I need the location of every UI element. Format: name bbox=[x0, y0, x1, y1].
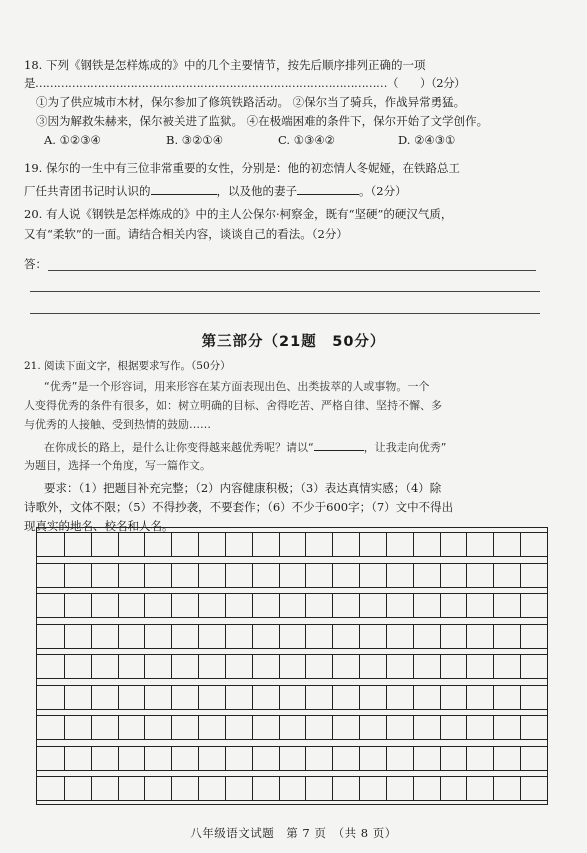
grid-cell[interactable] bbox=[144, 655, 145, 678]
grid-cell[interactable] bbox=[198, 747, 199, 770]
grid-cell[interactable] bbox=[359, 533, 360, 556]
grid-cell[interactable] bbox=[386, 594, 387, 617]
grid-cell[interactable] bbox=[91, 533, 92, 556]
grid-cell[interactable] bbox=[493, 594, 494, 617]
answer-line-2[interactable] bbox=[30, 291, 540, 292]
grid-cell[interactable] bbox=[91, 777, 92, 800]
grid-row bbox=[37, 624, 547, 649]
grid-cell[interactable] bbox=[520, 716, 521, 739]
grid-cell[interactable] bbox=[225, 747, 226, 770]
grid-cell[interactable] bbox=[440, 716, 441, 739]
grid-row bbox=[37, 593, 547, 618]
grid-cell[interactable] bbox=[225, 564, 226, 587]
grid-cell[interactable] bbox=[198, 594, 199, 617]
grid-cell[interactable] bbox=[118, 686, 119, 709]
grid-cell[interactable] bbox=[279, 594, 280, 617]
grid-cell[interactable] bbox=[252, 564, 253, 587]
grid-cell[interactable] bbox=[466, 686, 467, 709]
grid-cell[interactable] bbox=[171, 716, 172, 739]
grid-cell[interactable] bbox=[118, 747, 119, 770]
grid-cell[interactable] bbox=[466, 625, 467, 648]
grid-cell[interactable] bbox=[332, 533, 333, 556]
grid-cell[interactable] bbox=[225, 533, 226, 556]
answer-line-3[interactable] bbox=[30, 313, 540, 314]
grid-cell[interactable] bbox=[64, 655, 65, 678]
q18-item-2: ③因为解救朱赫来，保尔被关进了监狱。 ④在极端困难的条件下，保尔开始了文学创作。 bbox=[36, 114, 489, 128]
grid-cell[interactable] bbox=[386, 564, 387, 587]
grid-cell[interactable] bbox=[252, 533, 253, 556]
grid-cell[interactable] bbox=[413, 533, 414, 556]
q20-answer-label: 答： bbox=[24, 257, 47, 271]
grid-cell[interactable] bbox=[386, 625, 387, 648]
grid-cell[interactable] bbox=[466, 655, 467, 678]
grid-cell[interactable] bbox=[64, 533, 65, 556]
grid-cell[interactable] bbox=[91, 564, 92, 587]
grid-cell[interactable] bbox=[305, 655, 306, 678]
grid-cell[interactable] bbox=[440, 747, 441, 770]
grid-cell[interactable] bbox=[252, 716, 253, 739]
grid-cell[interactable] bbox=[198, 625, 199, 648]
grid-cell[interactable] bbox=[198, 564, 199, 587]
grid-cell[interactable] bbox=[64, 777, 65, 800]
grid-cell[interactable] bbox=[520, 594, 521, 617]
grid-cell[interactable] bbox=[171, 594, 172, 617]
grid-cell[interactable] bbox=[91, 655, 92, 678]
grid-cell[interactable] bbox=[359, 716, 360, 739]
grid-cell[interactable] bbox=[413, 686, 414, 709]
grid-cell[interactable] bbox=[171, 564, 172, 587]
q19-blank-1[interactable] bbox=[151, 183, 217, 195]
grid-cell[interactable] bbox=[252, 625, 253, 648]
grid-cell[interactable] bbox=[144, 747, 145, 770]
grid-cell[interactable] bbox=[279, 777, 280, 800]
grid-cell[interactable] bbox=[171, 655, 172, 678]
q18-option-a: A. ①②③④ bbox=[44, 133, 101, 147]
grid-cell[interactable] bbox=[493, 564, 494, 587]
grid-cell[interactable] bbox=[225, 625, 226, 648]
grid-cell[interactable] bbox=[386, 716, 387, 739]
grid-cell[interactable] bbox=[466, 594, 467, 617]
grid-row bbox=[37, 532, 547, 557]
grid-cell[interactable] bbox=[332, 625, 333, 648]
q18-item-1: ①为了供应城市木材，保尔参加了修筑铁路活动。 ②保尔当了骑兵，作战异常勇猛。 bbox=[36, 95, 466, 109]
q21-prompt bbox=[44, 439, 446, 455]
grid-cell[interactable] bbox=[118, 777, 119, 800]
grid-cell[interactable] bbox=[91, 716, 92, 739]
grid-cell[interactable] bbox=[493, 747, 494, 770]
grid-cell[interactable] bbox=[386, 533, 387, 556]
grid-cell[interactable] bbox=[386, 777, 387, 800]
grid-cell[interactable] bbox=[198, 655, 199, 678]
grid-cell[interactable] bbox=[252, 686, 253, 709]
grid-cell[interactable] bbox=[332, 747, 333, 770]
grid-cell[interactable] bbox=[493, 777, 494, 800]
grid-cell[interactable] bbox=[171, 625, 172, 648]
grid-cell[interactable] bbox=[171, 747, 172, 770]
grid-cell[interactable] bbox=[91, 625, 92, 648]
grid-cell[interactable] bbox=[118, 655, 119, 678]
grid-cell[interactable] bbox=[305, 777, 306, 800]
grid-cell[interactable] bbox=[305, 533, 306, 556]
grid-cell[interactable] bbox=[359, 747, 360, 770]
grid-row bbox=[37, 654, 547, 679]
grid-cell[interactable] bbox=[359, 625, 360, 648]
grid-cell[interactable] bbox=[171, 777, 172, 800]
grid-cell[interactable] bbox=[493, 625, 494, 648]
grid-cell[interactable] bbox=[359, 594, 360, 617]
grid-cell[interactable] bbox=[305, 594, 306, 617]
grid-cell[interactable] bbox=[64, 625, 65, 648]
grid-cell[interactable] bbox=[359, 655, 360, 678]
grid-cell[interactable] bbox=[440, 533, 441, 556]
grid-cell[interactable] bbox=[144, 777, 145, 800]
grid-cell[interactable] bbox=[386, 655, 387, 678]
grid-cell[interactable] bbox=[198, 777, 199, 800]
grid-cell[interactable] bbox=[118, 564, 119, 587]
grid-cell[interactable] bbox=[493, 533, 494, 556]
grid-cell[interactable] bbox=[305, 716, 306, 739]
grid-cell[interactable] bbox=[520, 533, 521, 556]
grid-cell[interactable] bbox=[64, 686, 65, 709]
grid-cell[interactable] bbox=[144, 594, 145, 617]
grid-cell[interactable] bbox=[144, 625, 145, 648]
grid-cell[interactable] bbox=[466, 777, 467, 800]
grid-cell[interactable] bbox=[413, 594, 414, 617]
grid-cell[interactable] bbox=[520, 625, 521, 648]
grid-cell[interactable] bbox=[64, 564, 65, 587]
grid-cell[interactable] bbox=[225, 777, 226, 800]
q19-text-c: 。（2分） bbox=[359, 184, 407, 198]
grid-cell[interactable] bbox=[440, 625, 441, 648]
grid-cell[interactable] bbox=[466, 716, 467, 739]
grid-cell[interactable] bbox=[332, 716, 333, 739]
grid-row bbox=[37, 776, 547, 801]
grid-cell[interactable] bbox=[520, 777, 521, 800]
grid-cell[interactable] bbox=[144, 716, 145, 739]
grid-cell[interactable] bbox=[118, 533, 119, 556]
q21-title-blank[interactable] bbox=[314, 439, 364, 451]
grid-cell[interactable] bbox=[225, 686, 226, 709]
grid-cell[interactable] bbox=[118, 625, 119, 648]
grid-cell[interactable] bbox=[305, 747, 306, 770]
grid-cell[interactable] bbox=[520, 747, 521, 770]
q21-paragraph-2: 人变得优秀的条件有很多，如：树立明确的目标、舍得吃苦、严格自律、坚持不懈、多 bbox=[24, 399, 442, 412]
grid-cell[interactable] bbox=[279, 655, 280, 678]
grid-cell[interactable] bbox=[466, 747, 467, 770]
grid-cell[interactable] bbox=[413, 777, 414, 800]
grid-row bbox=[37, 746, 547, 771]
grid-cell[interactable] bbox=[466, 564, 467, 587]
q19-blank-2[interactable] bbox=[297, 183, 359, 195]
q21-paragraph-3: 与优秀的人接触、受到热情的鼓励…… bbox=[24, 418, 211, 431]
q19-text-b: ，以及他的妻子 bbox=[216, 184, 297, 198]
grid-cell[interactable] bbox=[279, 625, 280, 648]
q18-option-d: D. ②④③① bbox=[398, 133, 456, 147]
grid-cell[interactable] bbox=[144, 533, 145, 556]
grid-cell[interactable] bbox=[198, 686, 199, 709]
grid-cell[interactable] bbox=[118, 716, 119, 739]
essay-writing-grid[interactable] bbox=[36, 527, 548, 805]
grid-cell[interactable] bbox=[440, 686, 441, 709]
grid-row bbox=[37, 563, 547, 588]
page-footer: 八年级语文试题 第 7 页 （共 8 页） bbox=[190, 826, 397, 840]
grid-cell[interactable] bbox=[466, 533, 467, 556]
q21-prompt-a: 在你成长的路上，是什么让你变得越来越优秀呢？请以“ bbox=[44, 441, 314, 454]
grid-cell[interactable] bbox=[279, 747, 280, 770]
grid-cell[interactable] bbox=[252, 777, 253, 800]
grid-cell[interactable] bbox=[279, 533, 280, 556]
q18-stem: 18. 下列《钢铁是怎样炼成的》中的几个主要情节，按先后顺序排列正确的一项 bbox=[24, 58, 426, 72]
grid-cell[interactable] bbox=[144, 564, 145, 587]
grid-cell[interactable] bbox=[440, 564, 441, 587]
grid-cell[interactable] bbox=[386, 747, 387, 770]
q21-intro: 21. 阅读下面文字，根据要求写作。（50分） bbox=[24, 360, 231, 372]
grid-cell[interactable] bbox=[413, 625, 414, 648]
grid-cell[interactable] bbox=[171, 533, 172, 556]
q21-paragraph-1: “优秀”是一个形容词，用来形容在某方面表现出色、出类拔萃的人或事物。一个 bbox=[44, 380, 430, 393]
grid-cell[interactable] bbox=[198, 716, 199, 739]
grid-cell[interactable] bbox=[144, 686, 145, 709]
grid-cell[interactable] bbox=[440, 594, 441, 617]
grid-cell[interactable] bbox=[332, 655, 333, 678]
grid-cell[interactable] bbox=[305, 564, 306, 587]
grid-cell[interactable] bbox=[493, 716, 494, 739]
grid-cell[interactable] bbox=[413, 655, 414, 678]
grid-cell[interactable] bbox=[520, 686, 521, 709]
grid-cell[interactable] bbox=[64, 594, 65, 617]
grid-cell[interactable] bbox=[332, 686, 333, 709]
grid-cell[interactable] bbox=[225, 716, 226, 739]
q21-requirements-2: 诗歌外，文体不限；（5）不得抄袭，不要套作；（6）不少于600字；（7）文中不得出 bbox=[24, 500, 454, 514]
grid-cell[interactable] bbox=[225, 594, 226, 617]
grid-cell[interactable] bbox=[359, 686, 360, 709]
grid-cell[interactable] bbox=[413, 564, 414, 587]
grid-cell[interactable] bbox=[225, 655, 226, 678]
grid-cell[interactable] bbox=[198, 533, 199, 556]
grid-cell[interactable] bbox=[332, 777, 333, 800]
grid-cell[interactable] bbox=[332, 594, 333, 617]
q20-line-1: 20. 有人说《钢铁是怎样炼成的》中的主人公保尔·柯察金，既有“坚硬”的硬汉气质， bbox=[24, 207, 453, 221]
grid-cell[interactable] bbox=[493, 686, 494, 709]
answer-line-1[interactable] bbox=[48, 270, 536, 271]
grid-cell[interactable] bbox=[440, 777, 441, 800]
grid-cell[interactable] bbox=[305, 686, 306, 709]
grid-cell[interactable] bbox=[413, 747, 414, 770]
grid-cell[interactable] bbox=[64, 747, 65, 770]
grid-cell[interactable] bbox=[91, 594, 92, 617]
grid-row bbox=[37, 715, 547, 740]
q20-line-2: 又有“柔软”的一面。请结合相关内容，谈谈自己的看法。（2分） bbox=[24, 227, 348, 241]
part3-title: 第三部分（21题 50分） bbox=[201, 334, 386, 350]
grid-cell[interactable] bbox=[252, 747, 253, 770]
grid-cell[interactable] bbox=[252, 655, 253, 678]
grid-cell[interactable] bbox=[279, 564, 280, 587]
grid-cell[interactable] bbox=[118, 594, 119, 617]
grid-cell[interactable] bbox=[91, 686, 92, 709]
q18-option-b: B. ③②①④ bbox=[166, 133, 224, 147]
grid-cell[interactable] bbox=[279, 716, 280, 739]
q21-requirements-1: 要求：（1）把题目补充完整；（2）内容健康积极；（3）表达真情实感；（4）除 bbox=[44, 481, 442, 495]
q18-stem-cont: 是……………………………………………………………………………………（ ）（2分） bbox=[24, 76, 466, 90]
q21-prompt-2: 为题目，选择一个角度，写一篇作文。 bbox=[24, 459, 211, 472]
q21-requirements-3: 现真实的地名、校名和人名。 bbox=[24, 519, 174, 533]
grid-cell[interactable] bbox=[332, 564, 333, 587]
grid-cell[interactable] bbox=[305, 625, 306, 648]
grid-cell[interactable] bbox=[440, 655, 441, 678]
grid-cell[interactable] bbox=[413, 716, 414, 739]
grid-cell[interactable] bbox=[520, 655, 521, 678]
grid-cell[interactable] bbox=[91, 747, 92, 770]
grid-cell[interactable] bbox=[252, 594, 253, 617]
grid-cell[interactable] bbox=[520, 564, 521, 587]
grid-cell[interactable] bbox=[493, 655, 494, 678]
q21-prompt-b: ，让我走向优秀” bbox=[363, 441, 447, 454]
grid-cell[interactable] bbox=[386, 686, 387, 709]
grid-cell[interactable] bbox=[64, 716, 65, 739]
grid-cell[interactable] bbox=[171, 686, 172, 709]
grid-row bbox=[37, 685, 547, 710]
grid-cell[interactable] bbox=[279, 686, 280, 709]
q19-text-a: 厂任共青团书记时认识的 bbox=[24, 184, 151, 198]
q19-line-2 bbox=[24, 183, 407, 199]
q18-option-c: C. ①③④② bbox=[278, 133, 335, 147]
q19-line-1: 19. 保尔的一生中有三位非常重要的女性，分别是：他的初恋情人冬妮娅，在铁路总工 bbox=[24, 161, 460, 175]
grid-cell[interactable] bbox=[359, 777, 360, 800]
grid-cell[interactable] bbox=[359, 564, 360, 587]
